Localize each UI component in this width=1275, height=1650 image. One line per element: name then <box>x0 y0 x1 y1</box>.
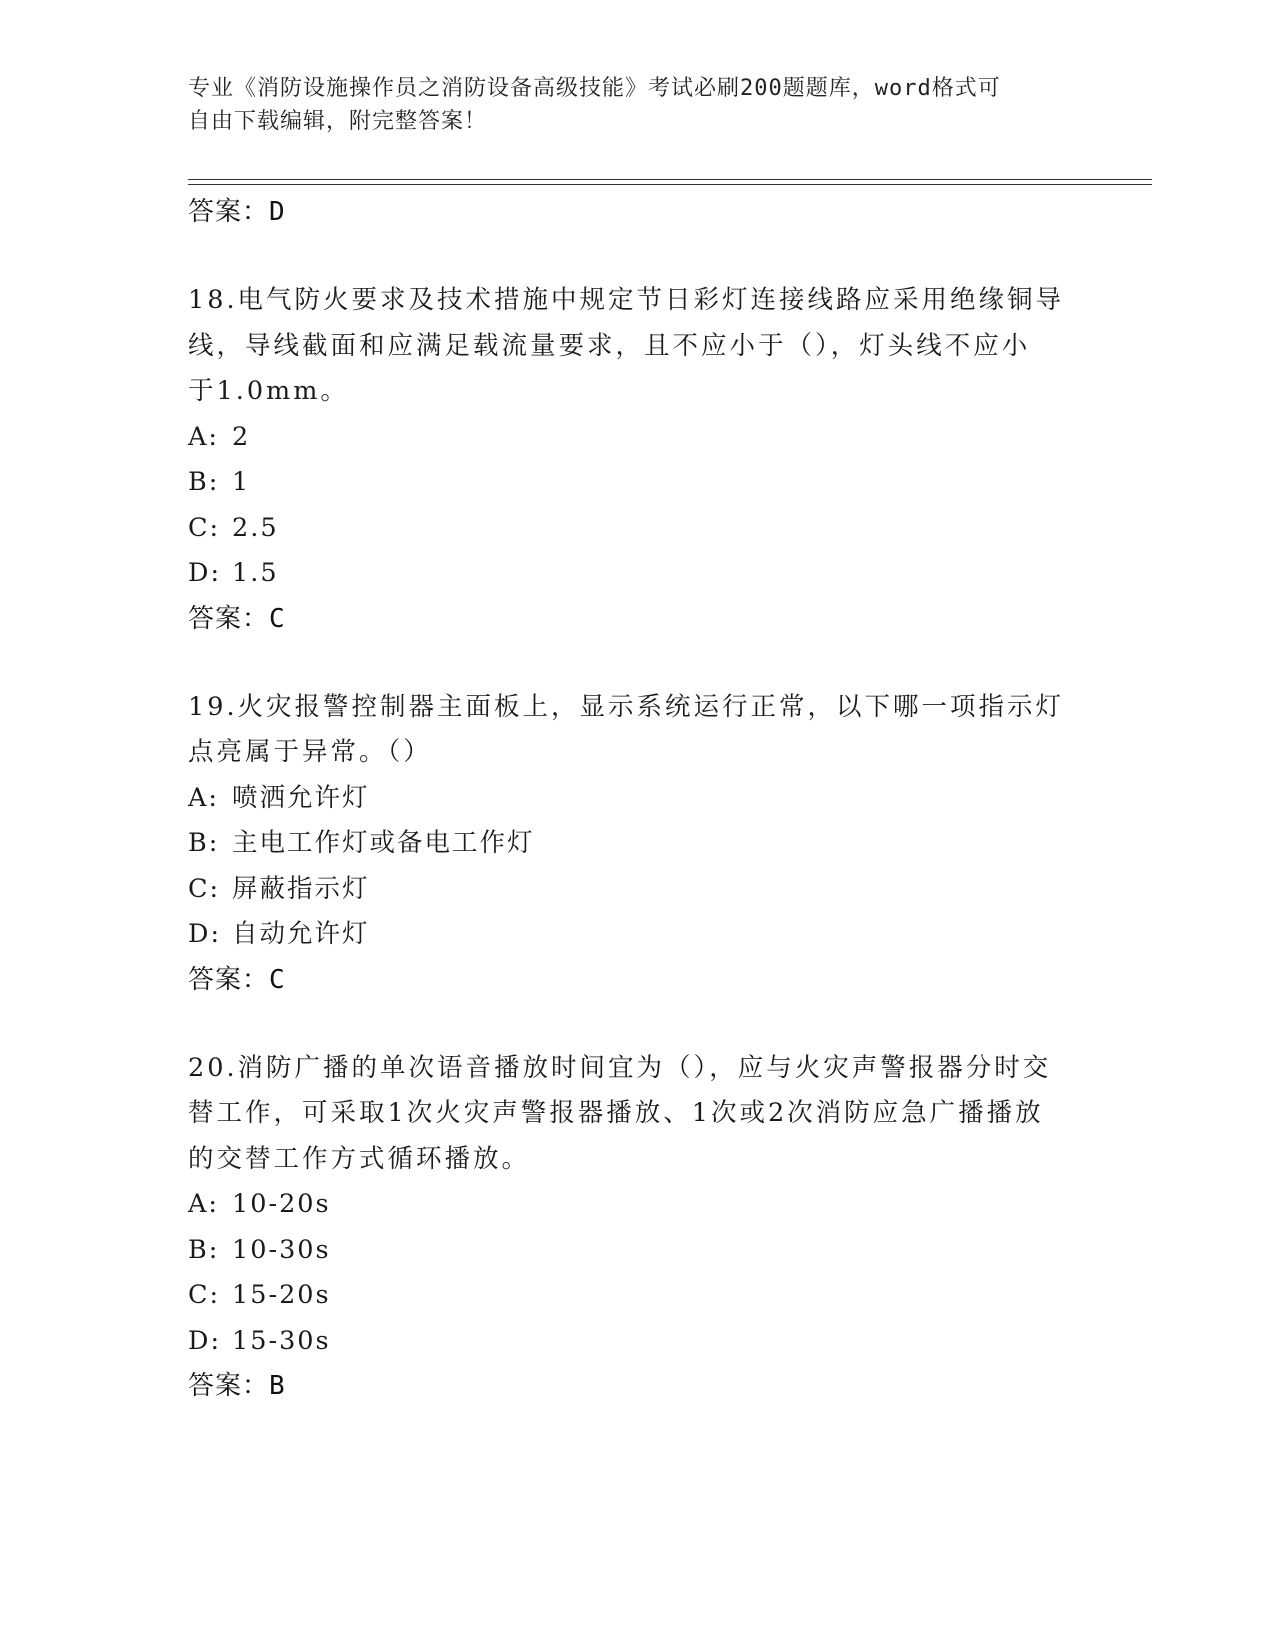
question-text-line: 18.电气防火要求及技术措施中规定节日彩灯连接线路应采用绝缘铜导 <box>188 285 1065 315</box>
header-line-1: 专业《消防设施操作员之消防设备高级技能》考试必刷200题题库，word格式可 <box>188 76 1001 101</box>
option-a <box>188 1182 1088 1228</box>
question-text <box>188 278 1088 415</box>
option-text: 主电工作灯或备电工作灯 <box>232 828 535 858</box>
option-text: 10-30s <box>232 1234 331 1265</box>
header-divider-top <box>188 179 1152 180</box>
question-text-line: 19.火灾报警控制器主面板上，显示系统运行正常，以下哪一项指示灯 <box>188 691 1065 722</box>
option-label: A: <box>188 782 220 813</box>
header-line-2: 自由下载编辑，附完整答案！ <box>188 109 488 134</box>
option-label: C: <box>188 512 221 543</box>
option-b <box>188 460 1088 506</box>
option-text: 15-30s <box>232 1325 331 1356</box>
question-text-line: 点亮属于异常。（） <box>188 737 432 767</box>
option-text: 10-20s <box>232 1189 331 1219</box>
question-text <box>188 1046 1088 1183</box>
option-d <box>188 551 1088 597</box>
option-text: 15-20s <box>232 1280 331 1310</box>
option-c <box>188 506 1088 552</box>
option-d <box>188 1319 1088 1365</box>
question-text-line: 线，导线截面和应满足载流量要求，且不应小于（），灯头线不应小 <box>188 330 1031 361</box>
page-header <box>188 72 1068 138</box>
option-a <box>188 776 1088 822</box>
answer-line: 答案：C <box>188 964 286 995</box>
option-label: D: <box>188 558 222 588</box>
option-c <box>188 1273 1088 1319</box>
option-text: 喷洒允许灯 <box>232 782 370 813</box>
option-label: B: <box>188 467 220 497</box>
option-text: 1.5 <box>232 558 279 588</box>
option-b <box>188 1228 1088 1274</box>
option-label: A: <box>188 421 220 452</box>
question-list <box>188 190 1088 1408</box>
answer-line: 答案：B <box>188 1371 286 1401</box>
question-text-line: 的交替工作方式循环播放。 <box>188 1143 531 1174</box>
option-label: D: <box>188 1325 222 1356</box>
question-text <box>188 685 1088 776</box>
option-b <box>188 821 1088 867</box>
option-d <box>188 912 1088 958</box>
option-text: 屏蔽指示灯 <box>232 873 370 904</box>
header-divider-bottom <box>188 184 1152 185</box>
previous-answer: 答案：D <box>188 197 286 227</box>
question-text-line: 于1.0mm。 <box>188 376 349 406</box>
option-label: C: <box>188 1280 221 1310</box>
option-text: 1 <box>232 467 251 497</box>
option-label: C: <box>188 873 221 904</box>
question-text-line: 20.消防广播的单次语音播放时间宜为（），应与火灾声警报器分时交 <box>188 1052 1052 1083</box>
option-label: B: <box>188 1234 220 1265</box>
option-text: 2.5 <box>232 512 279 543</box>
question-18 <box>188 278 1088 641</box>
option-label: A: <box>188 1189 220 1219</box>
option-text: 2 <box>232 421 251 452</box>
question-20 <box>188 1046 1088 1409</box>
answer-line: 答案：C <box>188 603 286 634</box>
option-text: 自动允许灯 <box>232 919 370 949</box>
question-19 <box>188 685 1088 1002</box>
option-c <box>188 867 1088 913</box>
question-text-line: 替工作，可采取1次火灾声警报器播放、1次或2次消防应急广播播放 <box>188 1098 1044 1128</box>
option-label: B: <box>188 828 220 858</box>
option-a <box>188 415 1088 461</box>
option-label: D: <box>188 919 222 949</box>
